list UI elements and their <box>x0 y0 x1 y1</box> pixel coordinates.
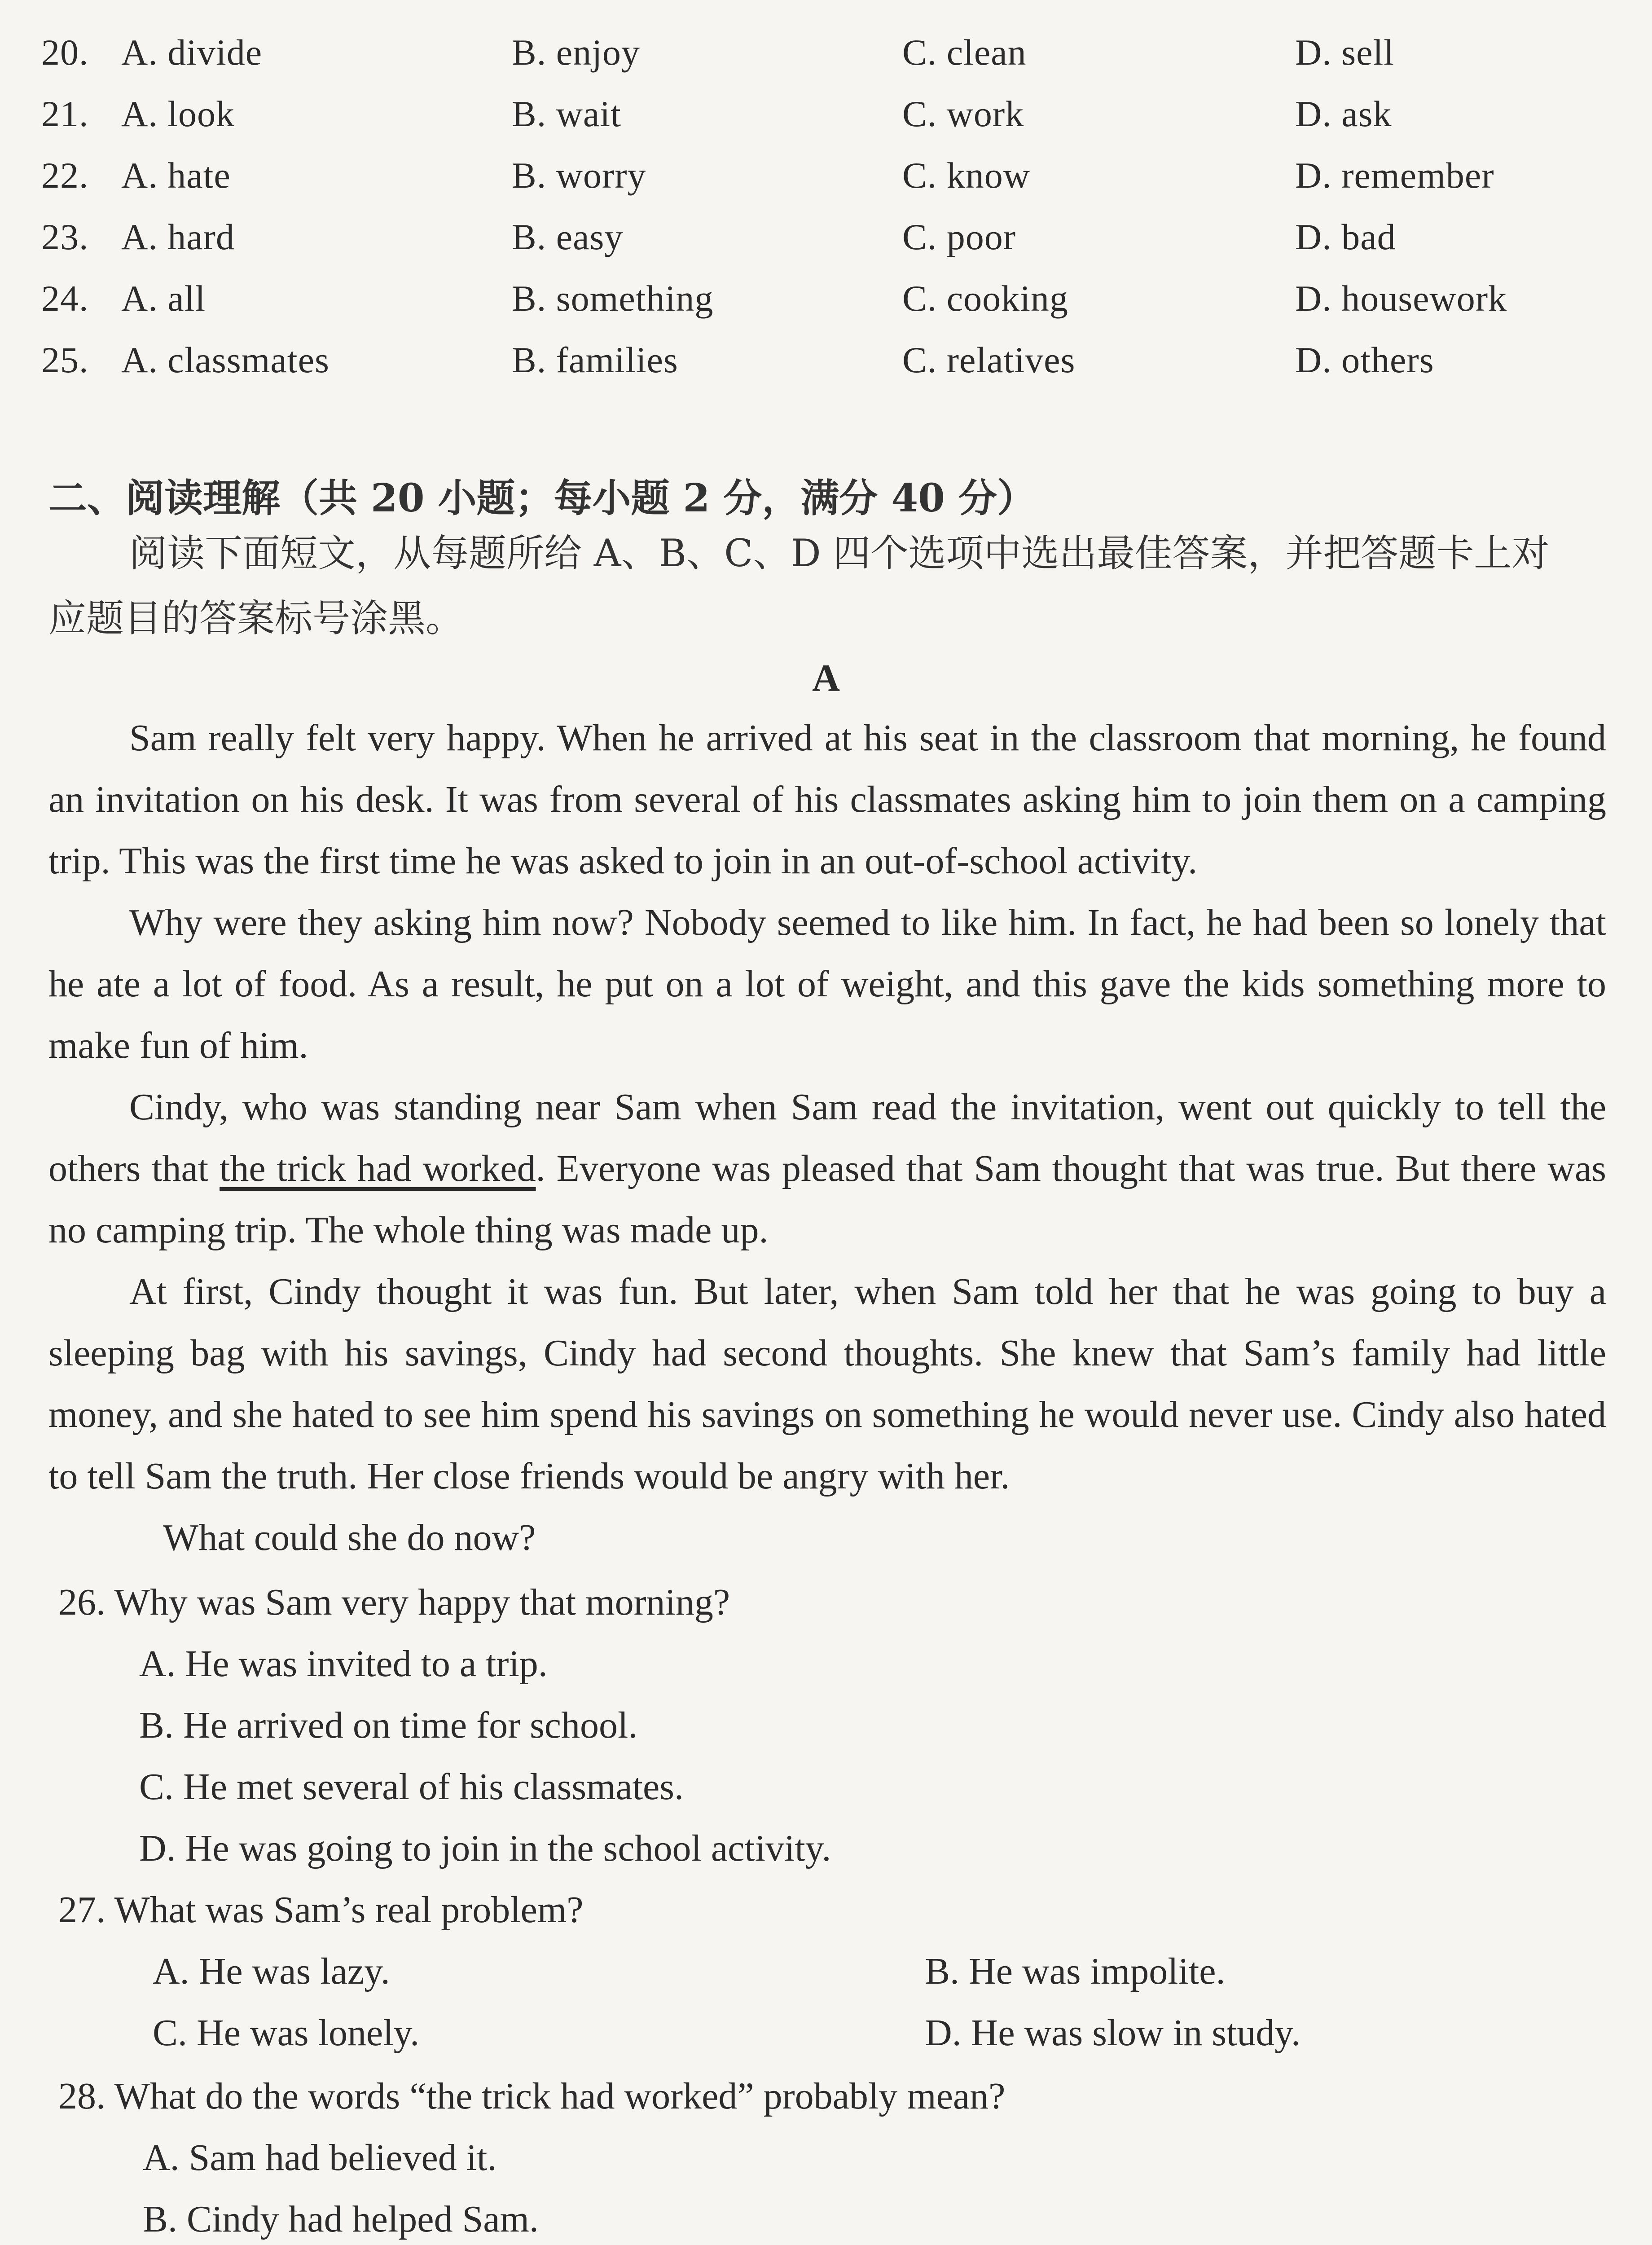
option-d: D. others <box>1295 339 1434 380</box>
question-26-option-d: D. He was going to join in the school activity. <box>139 1827 831 1869</box>
question-28-option-b: B. Cindy had helped Sam. <box>143 2198 539 2240</box>
p3-text-before: Cindy, who was standing near Sam when Sam read the invitation, went out quickly to tell the others that <box>48 1086 1606 1189</box>
option-c: C. know <box>902 155 1030 196</box>
passage-paragraph-3 <box>48 1076 1606 1261</box>
passage-paragraph-1: Sam really felt very happy. When he arrived at his seat in the classroom that morning, he found an invitation on his desk. It was from several of his classmates asking him to join them on a camping trip. This was the first time he was asked to join in an out-of-school activity. <box>48 717 1606 882</box>
option-b: B. easy <box>512 216 624 257</box>
option-a: A. look <box>121 93 235 134</box>
question-number: 22. <box>41 155 89 196</box>
cloze-option-row <box>0 277 1652 331</box>
option-a: A. hard <box>121 216 235 257</box>
question-27-option-a: A. He was lazy. <box>153 1950 390 1992</box>
cloze-option-row <box>0 31 1652 85</box>
cloze-option-row <box>0 216 1652 270</box>
question-27-option-c: C. He was lonely. <box>153 2012 420 2054</box>
option-b: B. wait <box>512 93 621 134</box>
option-c: C. clean <box>902 32 1027 73</box>
section-instruction <box>48 521 1611 651</box>
option-c: C. relatives <box>902 339 1076 380</box>
passage-paragraph-5: What could she do now? <box>163 1517 536 1558</box>
option-a: A. divide <box>121 32 263 73</box>
question-26-option-b: B. He arrived on time for school. <box>139 1704 638 1746</box>
option-c: C. work <box>902 93 1024 134</box>
option-b: B. enjoy <box>512 32 640 73</box>
option-a: A. all <box>121 278 206 319</box>
question-26-option-c: C. He met several of his classmates. <box>139 1766 684 1808</box>
option-d: D. ask <box>1295 93 1392 134</box>
underlined-phrase: the trick had worked <box>220 1148 536 1189</box>
passage-label: A <box>812 656 840 700</box>
passage-body <box>48 707 1606 1568</box>
option-b: B. worry <box>512 155 646 196</box>
question-number: 20. <box>41 32 89 73</box>
option-c: C. cooking <box>902 278 1068 319</box>
question-26-stem: 26. Why was Sam very happy that morning? <box>58 1581 730 1623</box>
option-b: B. something <box>512 278 714 319</box>
question-number: 23. <box>41 216 89 257</box>
question-number: 25. <box>41 339 89 380</box>
cloze-option-row <box>0 93 1652 147</box>
passage-paragraph-4: At first, Cindy thought it was fun. But later, when Sam told her that he was going to buy a sleeping bag with his savings, Cindy had second thoughts. She knew that Sam’s family had little money, and she hated to see him spend his savings on something he would never use. Cindy also hated to tell Sam the truth. Her close friends would be angry with her. <box>48 1271 1606 1497</box>
option-d: D. remember <box>1295 155 1494 196</box>
passage-paragraph-2: Why were they asking him now? Nobody seemed to like him. In fact, he had been so lonely that he ate a lot of food. As a result, he put on a lot of weight, and this gave the kids something more to make fun of him. <box>48 902 1606 1066</box>
question-26-option-a: A. He was invited to a trip. <box>139 1643 548 1685</box>
p3-text-after: . Everyone was pleased that Sam thought that was true. But there was no camping trip. The whole thing was made up. <box>48 1148 1606 1251</box>
question-number: 24. <box>41 278 89 319</box>
question-28-stem: 28. What do the words “the trick had worked” probably mean? <box>58 2075 1006 2117</box>
question-28-option-a: A. Sam had believed it. <box>143 2137 497 2179</box>
cloze-option-row <box>0 154 1652 208</box>
section-title: 二、阅读理解（共 20 小题；每小题 2 分，满分 40 分） <box>48 475 1036 521</box>
option-a: A. classmates <box>121 339 330 380</box>
question-27-stem: 27. What was Sam’s real problem? <box>58 1889 584 1931</box>
option-d: D. bad <box>1295 216 1396 257</box>
cloze-option-row <box>0 339 1652 393</box>
option-a: A. hate <box>121 155 231 196</box>
question-27-option-d: D. He was slow in study. <box>925 2012 1301 2054</box>
option-c: C. poor <box>902 216 1016 257</box>
option-b: B. families <box>512 339 678 380</box>
question-27-option-b: B. He was impolite. <box>925 1950 1226 1992</box>
option-d: D. sell <box>1295 32 1395 73</box>
instruction-line-1: 阅读下面短文，从每题所给 A、B、C、D 四个选项中选出最佳答案，并把答题卡上对 <box>129 531 1550 575</box>
option-d: D. housework <box>1295 278 1507 319</box>
instruction-line-2: 应题目的答案标号涂黑。 <box>48 596 464 640</box>
question-number: 21. <box>41 93 89 134</box>
